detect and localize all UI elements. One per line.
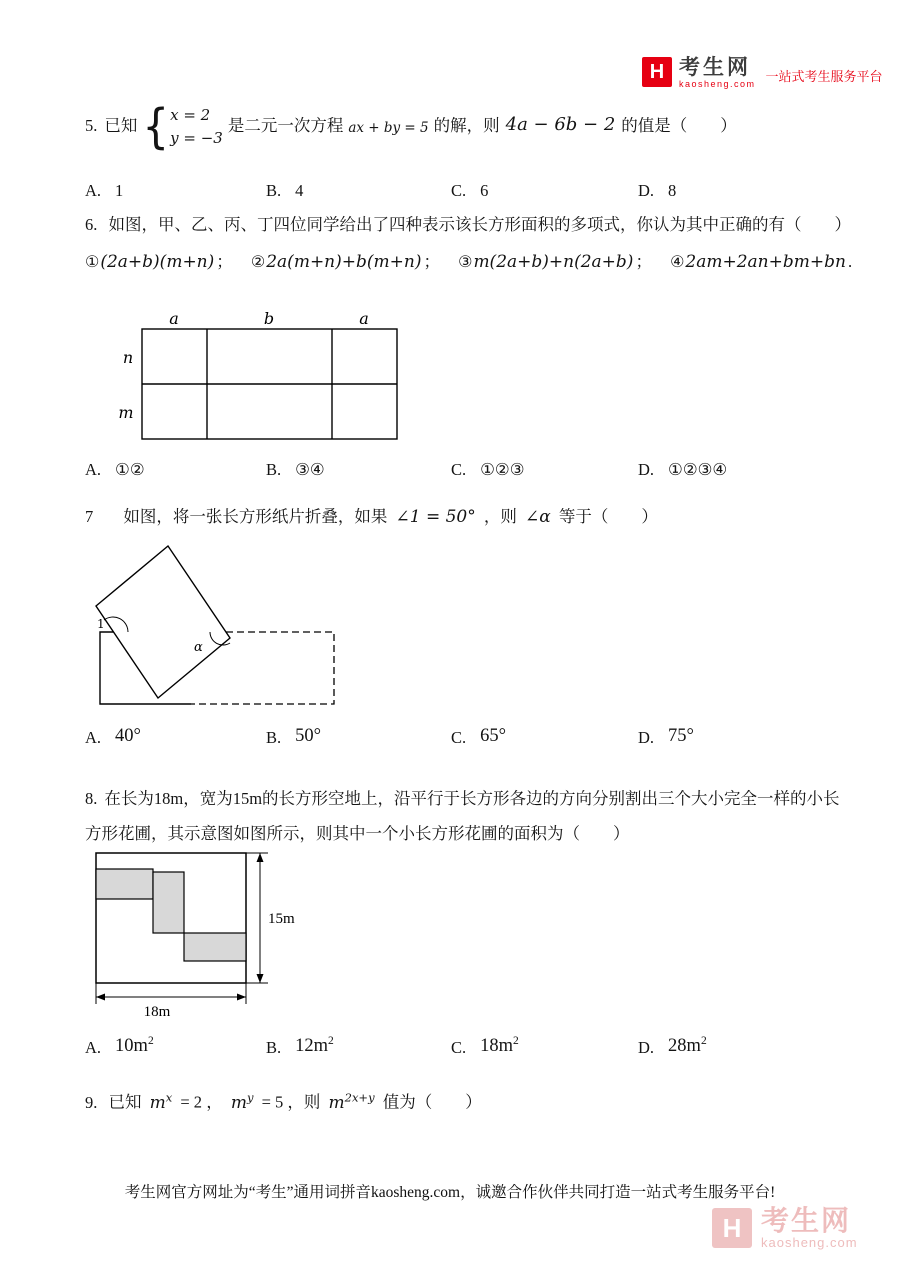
q6-expression-3 <box>458 252 664 271</box>
q9-number: 9. <box>85 1092 98 1112</box>
option-label: D. <box>638 1038 655 1058</box>
option-value: 65° <box>480 726 507 746</box>
q7-number: 7 <box>85 507 94 526</box>
q7-option-b <box>266 728 321 749</box>
option-value <box>668 1035 707 1057</box>
option-value <box>480 1035 519 1057</box>
q8-arrowhead-up <box>257 853 264 862</box>
circled-number: ③ <box>458 254 473 271</box>
option-value: 6 <box>480 181 489 200</box>
q5-option-d <box>638 181 676 201</box>
q6-text: 如图，甲、乙、丙、丁四位同学给出了四种表示该长方形面积的多项式，你认为其中正确的有（ ） <box>108 215 851 234</box>
option-value <box>115 1035 154 1057</box>
option-value: 75° <box>668 726 694 746</box>
option-value-base: 10m <box>115 1036 148 1057</box>
option-value-base: 18m <box>480 1036 514 1057</box>
option-value: 8 <box>668 181 677 200</box>
watermark-logo-icon <box>712 1208 752 1248</box>
option-value: ①② <box>115 460 145 479</box>
option-value: ①②③ <box>480 460 525 479</box>
q5-text-4: 的值是（ ） <box>621 116 737 136</box>
q7-angle1-equation: ∠1 = 50° <box>395 507 476 527</box>
q8-option-d <box>638 1037 707 1059</box>
question-9 <box>85 1090 482 1115</box>
q8-height-label: 15m <box>268 911 295 927</box>
q8-text-1: 在长为18m，宽为15m的长方形空地上，沿平行于长方形各边的方向分别割出三个大小完全一样的小长 <box>104 789 840 808</box>
option-label: A. <box>85 181 102 200</box>
option-value-base: 28m <box>668 1036 701 1057</box>
q6-label-a2: a <box>359 311 369 328</box>
circled-number: ② <box>250 254 266 271</box>
separator: ； <box>216 252 233 271</box>
q8-line-1 <box>85 781 847 816</box>
q5-option-c <box>451 181 488 201</box>
power-exponent: 2x+y <box>344 1090 375 1104</box>
q8-flowerbed-1 <box>96 869 153 899</box>
option-label: A. <box>85 728 102 747</box>
q7-text-1: 如图，将一张长方形纸片折叠，如果 <box>123 507 388 526</box>
option-value-base: 12m <box>295 1036 329 1057</box>
q7-angle1-label: 1 <box>97 617 105 631</box>
option-label: B. <box>266 181 282 200</box>
q6-option-c <box>451 460 525 480</box>
q5-target-expression: 4a − 6b − 2 <box>505 114 616 136</box>
kaosheng-logo-icon <box>642 57 672 87</box>
system-brace: { <box>142 98 170 154</box>
polynomial: (2a+b)(m+n) <box>100 252 215 272</box>
q6-rectangle-figure <box>112 311 407 446</box>
q9-power-2 <box>230 1090 254 1113</box>
option-label: B. <box>266 1038 282 1058</box>
separator: ； <box>635 252 652 271</box>
option-label: D. <box>638 728 655 747</box>
q7-option-c <box>451 728 506 749</box>
q8-arrowhead-left <box>96 994 105 1001</box>
q5-text-2: 是二元一次方程 <box>227 116 344 136</box>
option-label: C. <box>451 728 467 747</box>
option-label: C. <box>451 181 467 200</box>
brand-domain: kaosheng.com <box>679 79 756 90</box>
polynomial: 2a(m+n)+b(m+n) <box>266 252 422 272</box>
question-7 <box>85 506 658 529</box>
option-value: 50° <box>295 726 322 746</box>
q5-system-line2: y = −3 <box>170 128 223 147</box>
q8-flowerbed-2 <box>153 872 184 933</box>
question-6 <box>85 214 851 236</box>
q5-number: 5. <box>85 116 98 136</box>
q7-fold-figure <box>88 540 343 718</box>
option-label: D. <box>638 181 655 200</box>
site-header-logo <box>642 57 883 89</box>
power-exponent: y <box>246 1090 254 1104</box>
q7-alpha-label: α <box>194 640 203 655</box>
q6-expression-2 <box>251 252 452 271</box>
option-value-exponent: 2 <box>700 1035 707 1047</box>
q5-option-a <box>85 181 123 201</box>
q6-option-b <box>266 460 325 480</box>
q9-comma-2: ，则 <box>287 1092 321 1112</box>
q7-angle-alpha: ∠α <box>525 507 551 527</box>
q6-option-a <box>85 460 145 480</box>
q8-line-2: 方形花圃，其示意图如图所示，则其中一个小长方形花圃的面积为（ ） <box>85 824 630 843</box>
option-label: A. <box>85 1038 102 1058</box>
q9-eq-2: = 5 <box>261 1092 284 1112</box>
q9-text-2: 值为（ ） <box>382 1092 482 1112</box>
brand-text-block <box>679 57 756 89</box>
q6-number: 6. <box>85 215 98 234</box>
q5-text-1: 已知 <box>104 116 138 136</box>
option-value-exponent: 2 <box>328 1035 334 1047</box>
q8-flowerbed-3 <box>184 933 246 961</box>
q5-linear-equation: ax + by = 5 <box>348 120 429 137</box>
power-base: m <box>328 1092 345 1113</box>
power-base: m <box>230 1092 247 1113</box>
polynomial: m(2a+b)+n(2a+b) <box>473 252 634 272</box>
q9-power-3 <box>328 1090 375 1113</box>
q8-arrowhead-right <box>237 994 246 1001</box>
watermark <box>712 1206 858 1250</box>
option-label: C. <box>451 1038 467 1058</box>
q7-text-3: 等于（ ） <box>558 507 658 526</box>
q8-garden-figure <box>95 847 310 1019</box>
separator: . <box>847 252 853 271</box>
q9-eq-1: = 2 <box>180 1092 203 1112</box>
power-exponent: x <box>165 1090 173 1104</box>
circled-number: ④ <box>670 254 685 271</box>
q8-arrowhead-down <box>257 974 264 983</box>
option-value: 1 <box>115 181 124 200</box>
option-label: B. <box>266 728 282 747</box>
q5-option-b <box>266 181 303 201</box>
q5-equation-system <box>170 104 223 149</box>
q7-option-d <box>638 728 694 749</box>
option-value: 4 <box>295 181 304 200</box>
option-value: ①②③④ <box>668 460 728 479</box>
q6-label-b: b <box>263 311 275 328</box>
option-label: A. <box>85 460 102 479</box>
q9-comma-1: ， <box>206 1092 223 1112</box>
question-8 <box>85 781 847 851</box>
logo-letter: H <box>649 61 665 83</box>
brand-tagline: 一站式考生服务平台 <box>765 69 883 84</box>
watermark-brand: 考生网 <box>761 1205 852 1236</box>
q7-folded-flap <box>96 546 230 698</box>
q5-text-3: 的解，则 <box>433 116 500 136</box>
q8-width-label: 18m <box>143 1004 171 1019</box>
q6-expressions <box>85 251 866 274</box>
option-value: ③④ <box>295 460 325 479</box>
option-label: D. <box>638 460 655 479</box>
watermark-text-block <box>761 1206 858 1250</box>
q9-text-1: 已知 <box>108 1092 142 1112</box>
brand-name: 考生网 <box>679 56 751 79</box>
watermark-logo-letter: H <box>722 1213 742 1244</box>
option-value <box>295 1035 334 1057</box>
q6-label-n: n <box>122 348 134 367</box>
q6-label-a1: a <box>169 311 179 328</box>
q8-number: 8. <box>85 789 98 808</box>
q8-option-b <box>266 1037 334 1059</box>
q8-option-c <box>451 1037 519 1059</box>
q6-label-m: m <box>118 403 134 422</box>
watermark-domain: kaosheng.com <box>761 1235 858 1251</box>
separator: ； <box>423 252 440 271</box>
q8-option-a <box>85 1037 154 1059</box>
option-value-exponent: 2 <box>513 1035 519 1047</box>
q6-expression-1 <box>85 252 245 271</box>
option-value-exponent: 2 <box>147 1035 154 1047</box>
q7-text-2: ，则 <box>483 507 517 526</box>
q7-option-a <box>85 728 141 749</box>
footer-text: 考生网官方网址为“考生”通用词拼音kaosheng.com，诚邀合作伙伴共同打造一站式考生服务平台! <box>124 1184 776 1201</box>
question-5 <box>85 98 737 154</box>
q6-expression-4 <box>670 252 864 271</box>
q9-power-1 <box>149 1090 173 1113</box>
option-label: C. <box>451 460 467 479</box>
polynomial: 2am+2an+bm+bn <box>685 252 846 272</box>
q5-system-line1: x = 2 <box>170 106 211 124</box>
option-label: B. <box>266 460 282 479</box>
option-value: 40° <box>115 726 141 746</box>
circled-number: ① <box>85 254 100 271</box>
power-base: m <box>149 1092 166 1113</box>
q6-option-d <box>638 460 727 480</box>
